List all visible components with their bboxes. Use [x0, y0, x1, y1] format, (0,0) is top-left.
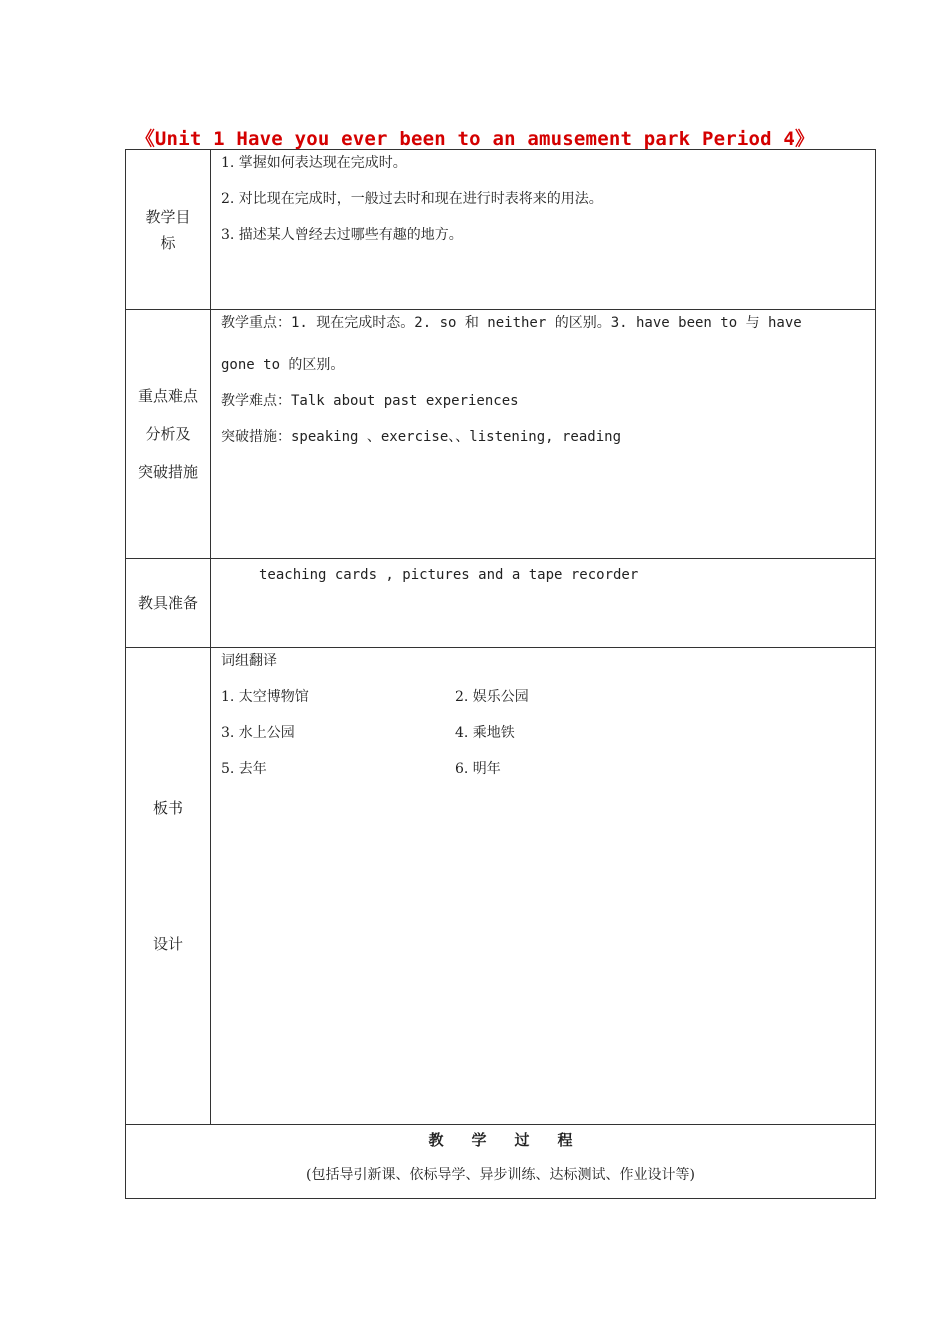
lesson-plan-table: [125, 149, 876, 1199]
phrase-item: 6. 明年: [455, 761, 501, 777]
phrase-item: 4. 乘地铁: [455, 725, 515, 741]
phrase-item: 5. 去年: [221, 761, 267, 777]
analysis-label-line2: 分析及: [145, 425, 191, 443]
process-subtitle: (包括导引新课、依标导学、异步训练、达标测试、作业设计等): [306, 1167, 695, 1183]
materials-label: 教具准备: [126, 559, 211, 648]
analysis-label-line3: 突破措施: [137, 463, 198, 481]
objectives-row: [126, 150, 876, 310]
objectives-label-line1: 教学目: [145, 207, 191, 226]
difficulty-line: 教学难点：Talk about past experiences: [221, 393, 519, 409]
board-heading: 词组翻译: [221, 653, 277, 669]
analysis-row: [126, 310, 876, 559]
objectives-label: [126, 150, 211, 310]
board-label-line2: 设计: [152, 935, 183, 953]
objective-item: 1. 掌握如何表达现在完成时。: [221, 155, 407, 171]
process-heading: 教学过程: [428, 1131, 601, 1149]
materials-row: [126, 559, 876, 648]
document-title: 《Unit 1 Have you ever been to an amusement park Period 4》: [135, 128, 815, 150]
key-points-line2: gone to 的区别。: [221, 357, 345, 373]
objectives-label-line2: 标: [160, 233, 176, 252]
process-cell: [126, 1125, 876, 1199]
board-row: [126, 648, 876, 1125]
analysis-label-line1: 重点难点: [137, 387, 198, 405]
phrase-item: 1. 太空博物馆: [221, 689, 309, 705]
analysis-label: [126, 310, 211, 559]
board-label: [126, 648, 211, 1125]
phrase-grid: [221, 688, 865, 778]
materials-text: teaching cards , pictures and a tape recorder: [259, 567, 639, 583]
phrase-item: 2. 娱乐公园: [455, 689, 529, 705]
board-content: [211, 648, 876, 1125]
board-label-line1: 板书: [152, 799, 183, 817]
phrase-item: 3. 水上公园: [221, 725, 295, 741]
key-points-line1: 教学重点：1. 现在完成时态。2. so 和 neither 的区别。3. have been to 与 have: [221, 315, 802, 331]
objective-item: 2. 对比现在完成时，一般过去时和现在进行时表将来的用法。: [221, 191, 603, 207]
process-row: [126, 1125, 876, 1199]
objective-item: 3. 描述某人曾经去过哪些有趣的地方。: [221, 227, 463, 243]
analysis-content: [211, 310, 876, 559]
measures-line: 突破措施：speaking 、exercise、、listening, reading: [221, 429, 622, 445]
materials-content: [211, 559, 876, 648]
objectives-content: [211, 150, 876, 310]
